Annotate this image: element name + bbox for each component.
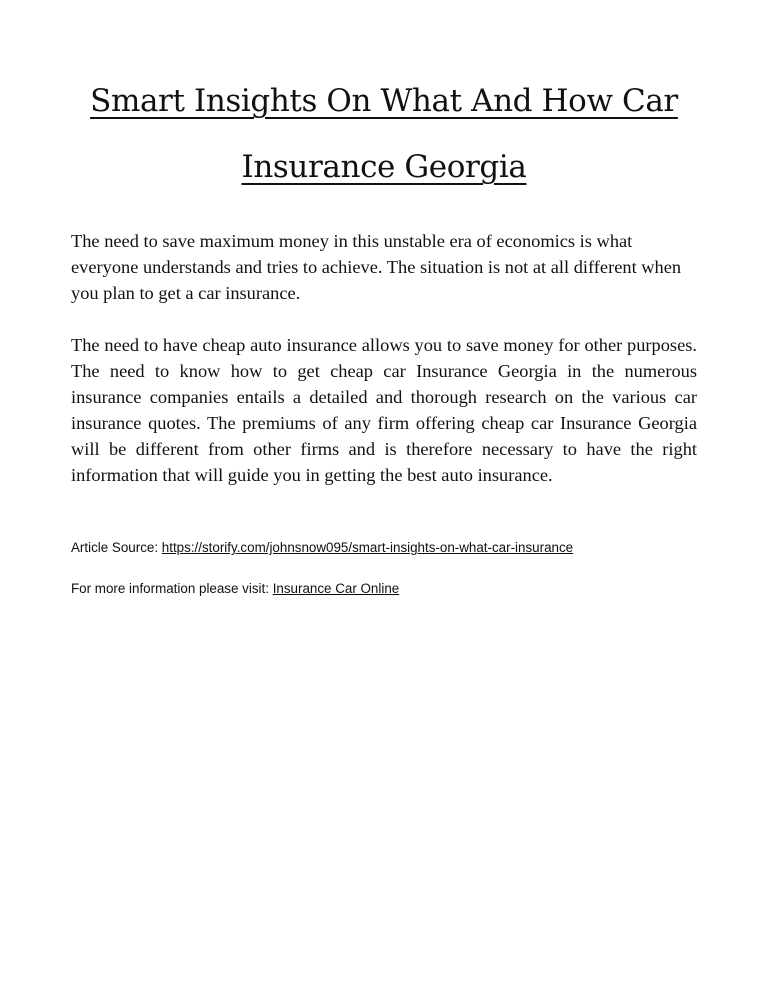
title-line-2: Insurance Georgia <box>241 149 527 185</box>
more-info-link[interactable]: Insurance Car Online <box>272 581 400 596</box>
title-line-1: Smart Insights On What And How Car <box>90 83 678 119</box>
article-source-label: Article Source: <box>71 540 162 555</box>
article-source-link[interactable]: https://storify.com/johnsnow095/smart-insights-on-what-car-insurance <box>161 540 574 555</box>
body-paragraph: The need to have cheap auto insurance allows you to save money for other purposes. The need to know how to get cheap car Insurance Georgia in the numerous insurance companies entails a detailed and thorough research on the various car insurance quotes. The premiums of any firm offering cheap car Insurance Georgia will be different from other firms and is therefore necessary to have the right information that will guide you in getting the best auto insurance. <box>71 335 697 485</box>
page-title <box>70 68 698 200</box>
intro-paragraph: The need to save maximum money in this unstable era of economics is what everyone understands and tries to achieve. The situation is not at all different when you plan to get a car insurance. <box>71 231 682 303</box>
more-info-line <box>71 580 399 598</box>
more-info-label: For more information please visit: <box>71 581 273 596</box>
article-source-line <box>71 539 573 557</box>
